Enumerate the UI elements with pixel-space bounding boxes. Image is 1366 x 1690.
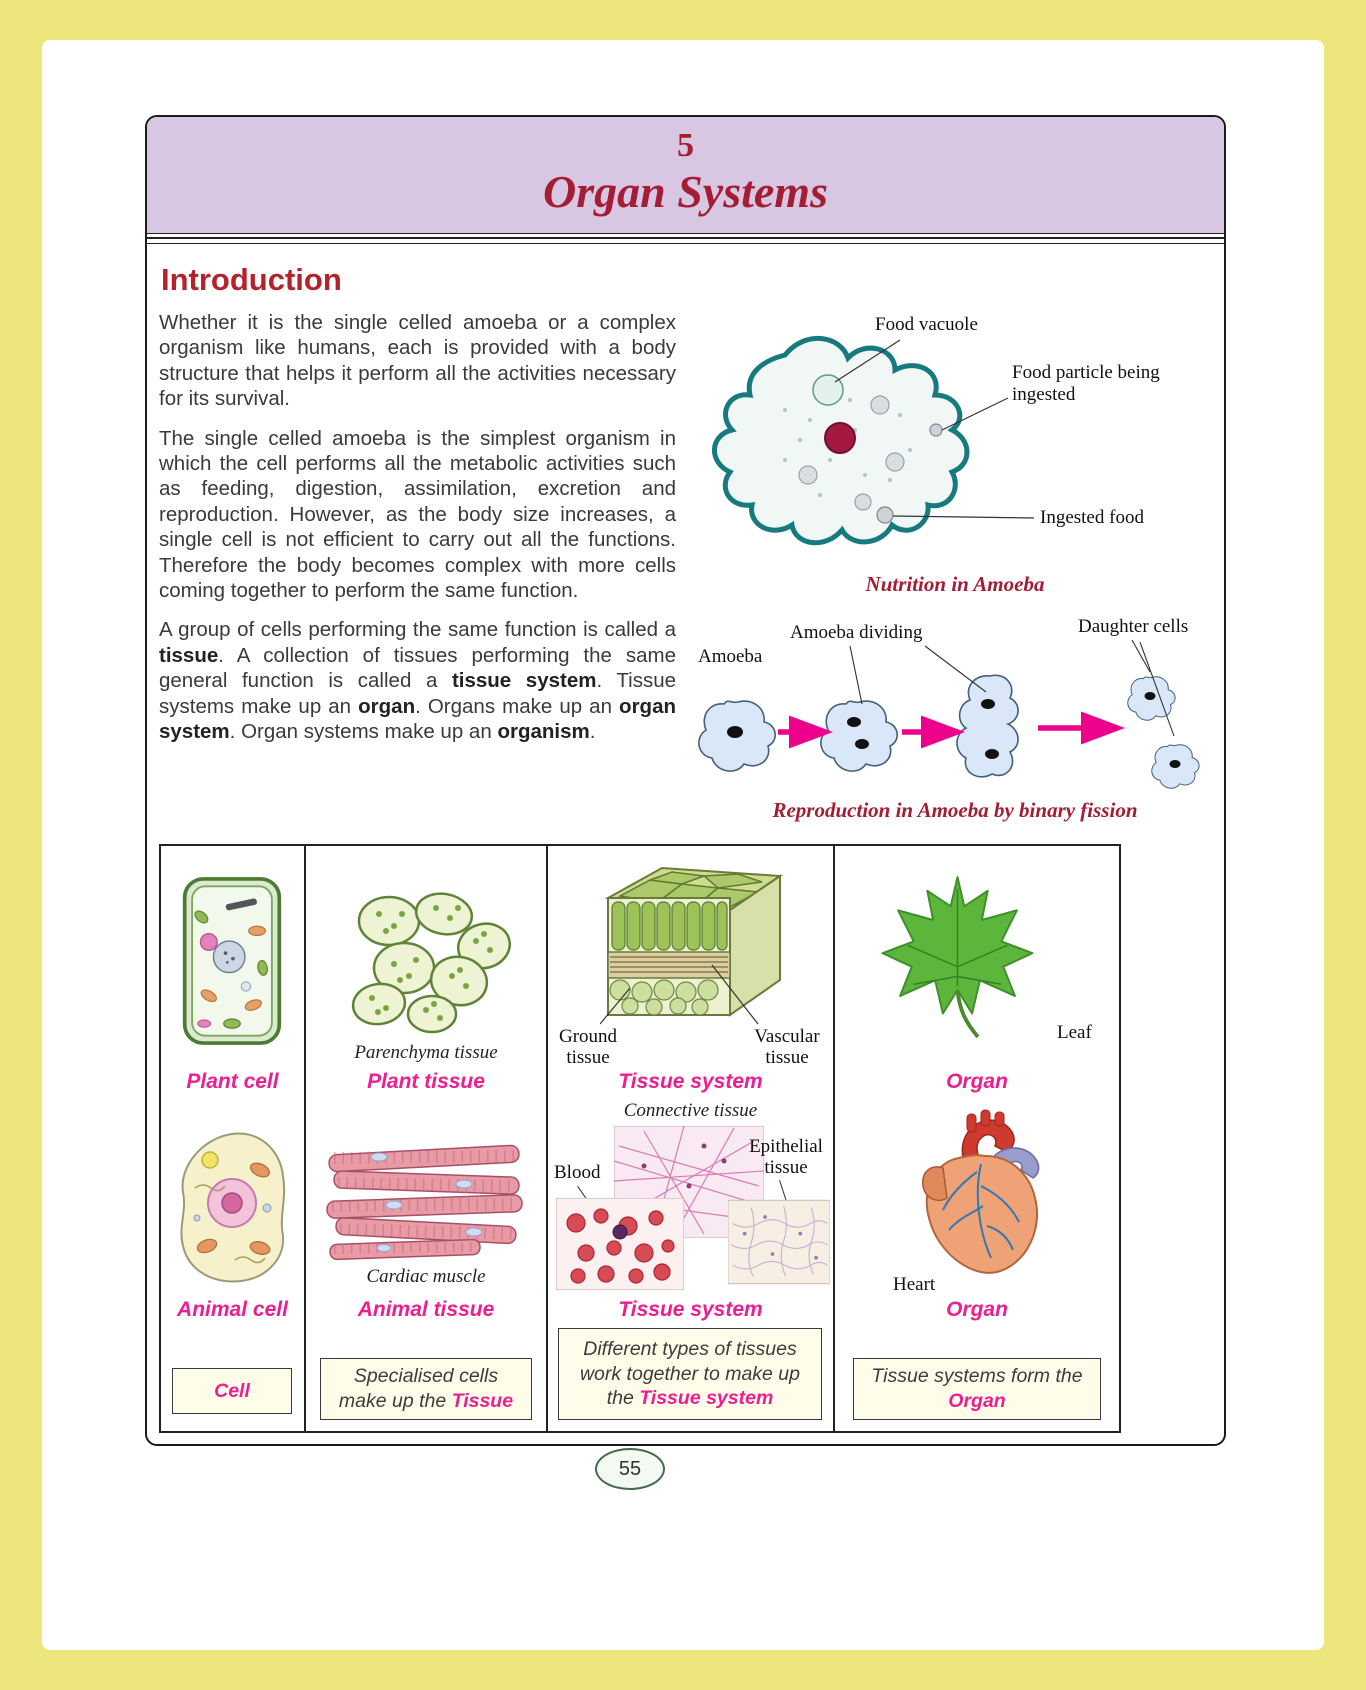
- double-rule-divider: [147, 237, 1224, 244]
- leaf-label: Leaf: [1057, 1022, 1092, 1043]
- epithelial-tissue-label: Epithelial tissue: [749, 1136, 823, 1179]
- cell-tissue-organ-table: [159, 844, 1121, 1433]
- connective-tissue-caption: Connective tissue: [623, 1100, 758, 1121]
- animal-cell-illustration: [175, 1128, 290, 1288]
- table-column-organ: [833, 846, 1119, 1431]
- keyword-organ-system: organ system: [159, 694, 676, 744]
- cardiac-muscle-illustration: [324, 1142, 529, 1262]
- plant-cell-label: Plant cell: [186, 1070, 279, 1093]
- para3-segment: . Organs make up an: [415, 694, 620, 718]
- vascular-tissue-label: Vascular tissue: [754, 1026, 820, 1069]
- organ-label-top: Organ: [946, 1070, 1008, 1093]
- introduction-heading: Introduction: [161, 262, 342, 297]
- table-column-cell: [161, 846, 304, 1431]
- plant-tissue-label: Plant tissue: [367, 1070, 485, 1093]
- tissue-system-summary-text: Different types of tissues work together to make up the: [579, 1337, 801, 1410]
- blood-label: Blood: [554, 1162, 601, 1183]
- heart-illustration: [897, 1106, 1057, 1288]
- amoeba-nutrition-illustration: [690, 310, 1220, 610]
- table-column-tissue: [304, 846, 546, 1431]
- tissue-system-label-bottom: Tissue system: [618, 1298, 763, 1321]
- cardiac-muscle-caption: Cardiac muscle: [366, 1266, 486, 1287]
- chapter-title: Organ Systems: [543, 166, 828, 217]
- para3-segment: . Organ systems make up an: [229, 720, 498, 744]
- intro-paragraph-3: [159, 617, 676, 744]
- label-food-particle: Food particle being ingested: [1012, 362, 1160, 405]
- amoeba-reproduction-illustration: [690, 614, 1220, 828]
- label-ingested-food: Ingested food: [1040, 507, 1144, 528]
- chapter-main-box: [145, 115, 1226, 1446]
- intro-paragraph-2: The single celled amoeba is the simplest organism in which the cell performs all the metabolic activities such as feeding, digestion, assimilation, excretion and reproduction. However, as the body size increases, a single cell is not efficient to carry out all the functions. Therefore the body becomes complex with more cells coming together to perform the same function.: [159, 426, 676, 603]
- blood-tissue-illustration: [556, 1198, 684, 1290]
- label-daughter-cells: Daughter cells: [1078, 616, 1189, 637]
- ground-tissue-label: Ground tissue: [558, 1026, 618, 1069]
- cell-summary-text: Cell: [214, 1379, 250, 1402]
- organ-summary-text: Tissue systems form the: [871, 1365, 1083, 1388]
- para3-segment: .: [589, 720, 596, 744]
- epithelial-tissue-illustration: [728, 1198, 830, 1286]
- content-sheet: [42, 40, 1324, 1650]
- intro-section: [159, 310, 1220, 828]
- tissue-summary-keyword: Tissue: [451, 1390, 514, 1412]
- keyword-organism: organism: [497, 720, 590, 744]
- heart-label: Heart: [893, 1274, 936, 1295]
- tissue-summary-box: [320, 1358, 532, 1420]
- intro-paragraph-1: Whether it is the single celled amoeba or a complex organism like humans, each is provided with a body structure that helps it perform all the activities necessary for its survival.: [159, 311, 676, 411]
- amoeba-reproduction-figure: [690, 614, 1220, 828]
- para3-segment: A group of cells performing the same function is called a: [159, 618, 676, 642]
- page-number-badge: [595, 1448, 665, 1490]
- animal-tissue-label: Animal tissue: [357, 1298, 495, 1321]
- organ-summary-keyword: Organ: [948, 1390, 1006, 1412]
- parenchyma-caption: Parenchyma tissue: [354, 1042, 498, 1063]
- plant-tissue-system-illustration: [600, 860, 785, 1025]
- intro-text-column: [159, 310, 676, 828]
- figures-column: [690, 310, 1220, 828]
- page-number: 55: [618, 1457, 642, 1480]
- label-food-vacuole: Food vacuole: [875, 314, 978, 335]
- amoeba-nutrition-figure: [690, 310, 1220, 610]
- tissue-system-summary-keyword: Tissue system: [639, 1387, 774, 1410]
- para3-segment: . Tissue systems make up an: [159, 669, 677, 718]
- keyword-tissue: tissue: [159, 643, 219, 667]
- label-amoeba-dividing: Amoeba dividing: [790, 622, 923, 643]
- animal-cell-label: Animal cell: [177, 1298, 288, 1321]
- keyword-organ: organ: [358, 694, 416, 718]
- chapter-number: 5: [677, 127, 694, 164]
- page-content: [147, 244, 1224, 1433]
- parenchyma-tissue-illustration: [334, 886, 519, 1036]
- organ-summary-box: [853, 1358, 1101, 1420]
- chapter-header: [147, 117, 1224, 234]
- label-amoeba: Amoeba: [698, 646, 763, 667]
- tissue-system-summary-box: [558, 1328, 822, 1420]
- figure-caption-reproduction: Reproduction in Amoeba by binary fission: [772, 798, 1138, 822]
- table-column-tissue-system: [546, 846, 833, 1431]
- cell-summary-box: [172, 1368, 292, 1414]
- figure-caption-nutrition: Nutrition in Amoeba: [865, 572, 1045, 596]
- tissue-summary-text: Specialised cells make up the: [338, 1365, 499, 1412]
- organ-label-bottom: Organ: [946, 1298, 1008, 1321]
- para3-segment: . A collection of tissues performing the same general function is called a: [159, 643, 676, 693]
- tissue-system-label-top: Tissue system: [618, 1070, 763, 1093]
- keyword-tissue-system: tissue system: [451, 669, 597, 693]
- plant-cell-illustration: [181, 868, 283, 1054]
- leaf-illustration: [865, 868, 1050, 1046]
